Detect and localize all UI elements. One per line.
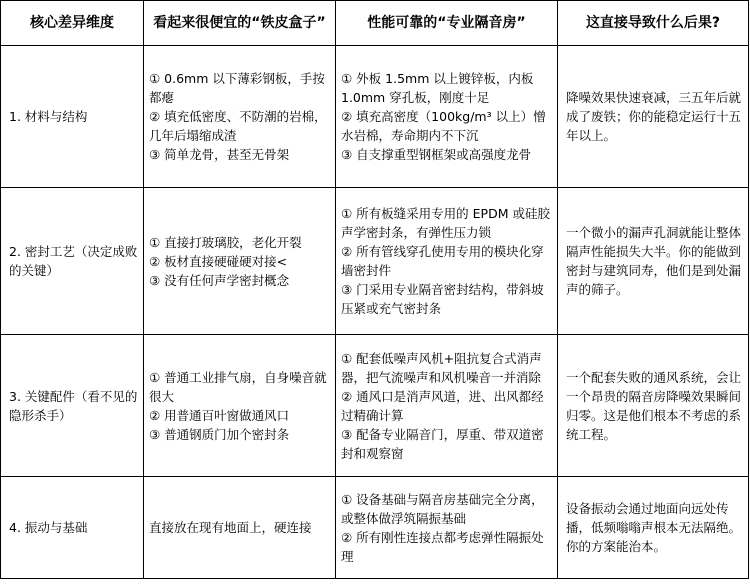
dimension-cell: 1. 材料与结构: [1, 46, 144, 188]
consequence-cell: 降噪效果快速衰减，三五年后就成了废铁；你的能稳定运行十五年以上。: [558, 46, 749, 188]
header-row: [1, 1, 749, 46]
consequence-cell: 一个配套失败的通风系统，会让一个昂贵的隔音房降噪效果瞬间归零。这是他们根本不考虑的系统工程。: [558, 335, 749, 477]
pro-cell: [336, 335, 558, 477]
cheap-cell: [144, 188, 336, 335]
table-row: [1, 46, 749, 188]
header-cheap-box: 看起来很便宜的“铁皮盒子”: [144, 1, 336, 46]
cheap-item: ② 用普通百叶窗做通风口: [149, 407, 290, 423]
table-row: [1, 335, 749, 477]
cheap-item: ② 板材直接硬碰硬对接<: [149, 253, 288, 269]
pro-cell: [336, 46, 558, 188]
consequence-cell: 一个微小的漏声孔洞就能让整体隔声性能损失大半。你的能做到密封与建筑同寿，他们是到处漏声的筛子。: [558, 188, 749, 335]
pro-item: ③ 门采用专业隔音密封结构，带斜坡压紧或充气密封条: [341, 282, 544, 316]
cheap-item: ③ 普通钢质门加个密封条: [149, 426, 290, 442]
pro-item: ② 填充高密度（100kg/m³ 以上）憎水岩棉，寿命期内不下沉: [341, 109, 546, 143]
cheap-item: ③ 简单龙骨，甚至无骨架: [149, 147, 290, 162]
cheap-item: ① 0.6mm 以下薄彩钢板，手按都瘪: [149, 71, 325, 105]
dimension-cell: 3. 关键配件（看不见的隐形杀手）: [1, 335, 144, 477]
pro-item: ① 所有板缝采用专用的 EPDM 或硅胶声学密封条，有弹性压力锁: [341, 206, 550, 240]
pro-item: ③ 配备专业隔音门，厚重、带双道密封和观察窗: [341, 426, 544, 461]
dimension-cell: 2. 密封工艺（决定成败的关键）: [1, 188, 144, 335]
pro-item: ② 所有管线穿孔使用专用的模块化穿墙密封件: [341, 244, 544, 278]
cheap-cell: [144, 335, 336, 477]
pro-item: ② 通风口是消声风道，进、出风都经过精确计算: [341, 388, 544, 423]
pro-cell: [336, 477, 558, 579]
consequence-cell: 设备振动会通过地面向远处传播，低频嗡嗡声根本无法隔绝。你的方案能治本。: [558, 477, 749, 579]
header-dimension: 核心差异维度: [1, 1, 144, 46]
pro-item: ① 外板 1.5mm 以上镀锌板，内板 1.0mm 穿孔板，刚度十足: [341, 71, 534, 105]
table-row: [1, 188, 749, 335]
dimension-cell: 4. 振动与基础: [1, 477, 144, 579]
pro-item: ② 所有刚性连接点都考虑弹性隔振处理: [341, 529, 544, 564]
pro-cell: [336, 188, 558, 335]
header-pro-room: 性能可靠的“专业隔音房”: [336, 1, 558, 46]
cheap-cell: [144, 46, 336, 188]
pro-item: ③ 自支撑重型钢框架或高强度龙骨: [341, 147, 532, 162]
cheap-item: ② 填充低密度、不防潮的岩棉，几年后塌缩成渣: [149, 109, 327, 143]
cheap-item: ③ 没有任何声学密封概念: [149, 272, 290, 288]
pro-item: ① 设备基础与隔音房基础完全分离，或整体做浮筑隔振基础: [341, 491, 544, 526]
pro-item: ① 配套低噪声风机+阻抗复合式消声器，把气流噪声和风机噪音一并消除: [341, 350, 542, 385]
cheap-item: 直接放在现有地面上，硬连接: [149, 520, 312, 535]
header-consequence: 这直接导致什么后果?: [558, 1, 749, 46]
table-row: [1, 477, 749, 579]
cheap-item: ① 普通工业排气扇，自身噪音就很大: [149, 369, 327, 404]
cheap-item: ① 直接打玻璃胶，老化开裂: [149, 234, 302, 250]
cheap-cell: [144, 477, 336, 579]
